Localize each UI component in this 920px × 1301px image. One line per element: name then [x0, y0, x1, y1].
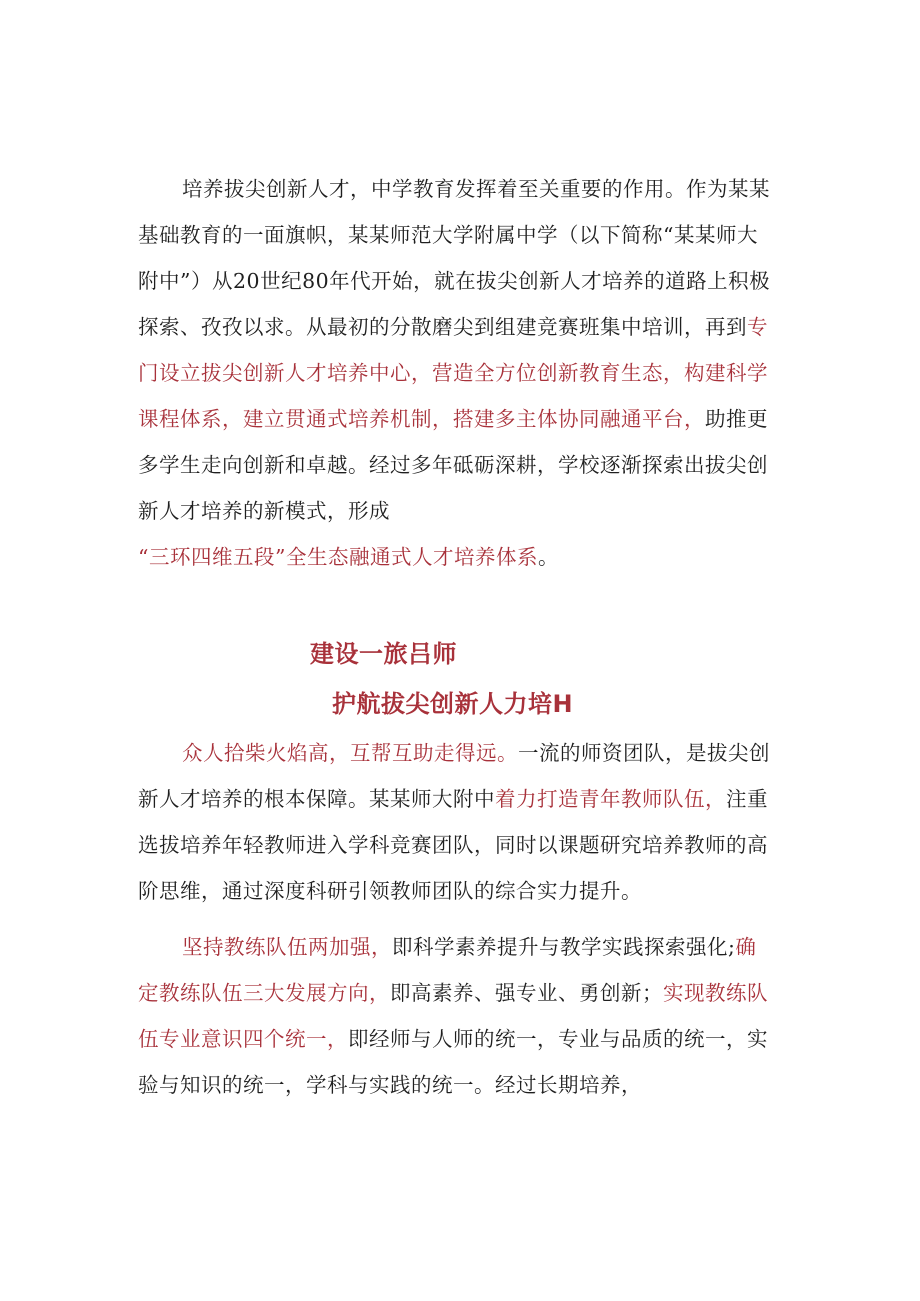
text-line: 验与知识的统一，学科与实践的统一。经过长期培养， — [138, 1073, 642, 1097]
highlight-segment: “三环四维五段”全生态融通式人才培养体系 — [138, 545, 538, 569]
text-line — [138, 970, 793, 1016]
highlight-segment: 坚持教练队伍两加强， — [182, 935, 392, 959]
intro-paragraph — [138, 166, 793, 580]
text-segment: 注重 — [726, 787, 768, 811]
highlight-segment: 众人拾柴火焰高，互帮互助走得远。 — [182, 741, 518, 765]
text-line — [138, 396, 793, 442]
highlight-segment: 实现教练队 — [663, 981, 768, 1005]
text-segment: 即高素养、强专业、勇创新； — [390, 981, 663, 1005]
text-line: 附中”）从20世纪80年代开始，就在拔尖创新人才培养的道路上积极 — [138, 269, 771, 293]
coach-team-paragraph — [138, 924, 793, 1108]
highlight-segment: 确 — [735, 935, 757, 959]
text-segment: 助推更 — [705, 407, 768, 431]
text-line — [138, 534, 793, 580]
text-line — [138, 924, 793, 970]
highlight-segment: 专 — [747, 315, 768, 339]
highlight-segment: 定教练队伍三大发展方向， — [138, 981, 390, 1005]
text-line: 多学生走向创新和卓越。经过多年砥砺深耕，学校逐渐探索出拔尖创 — [138, 453, 768, 477]
text-segment: 即科学素养提升与教学实践探索强化; — [392, 935, 736, 959]
text-line — [138, 776, 793, 822]
text-line: 基础教育的一面旗帜，某某师范大学附属中学（以下简称“某某师大 — [138, 223, 758, 247]
section-heading-line-1: 建设一旅吕师 — [310, 640, 457, 668]
text-line: 培养拔尖创新人才，中学教育发挥着至关重要的作用。作为某某 — [182, 177, 770, 201]
text-line — [138, 1016, 793, 1062]
text-line — [138, 730, 793, 776]
text-line: 新人才培养的新模式，形成 — [138, 499, 390, 523]
text-segment: 。 — [537, 545, 559, 569]
text-segment: 一流的师资团队，是拔尖创 — [518, 741, 770, 765]
text-line: 阶思维，通过深度科研引领教师团队的综合实力提升。 — [138, 879, 642, 903]
text-line: 选拔培养年轻教师进入学科竞赛团队，同时以课题研究培养教师的高 — [138, 833, 768, 857]
teacher-team-paragraph — [138, 730, 793, 914]
highlight-segment: 着力打造青年教师队伍， — [495, 787, 726, 811]
text-line — [138, 304, 793, 350]
section-heading-line-2: 护航拔尖创新人力培H — [332, 690, 574, 718]
text-segment: 探索、孜孜以求。从最初的分散磨尖到组建竞赛班集中培训，再到 — [138, 315, 747, 339]
highlight-segment: 课程体系，建立贯通式培养机制，搭建多主体协同融通平台， — [138, 407, 705, 431]
text-segment: 新人才培养的根本保障。某某师大附中 — [138, 787, 495, 811]
highlight-segment: 伍专业意识四个统一， — [138, 1027, 348, 1051]
text-segment: 即经师与人师的统一，专业与品质的统一，实 — [348, 1027, 768, 1051]
highlight-line: 门设立拔尖创新人才培养中心，营造全方位创新教育生态，构建科学 — [138, 361, 768, 385]
